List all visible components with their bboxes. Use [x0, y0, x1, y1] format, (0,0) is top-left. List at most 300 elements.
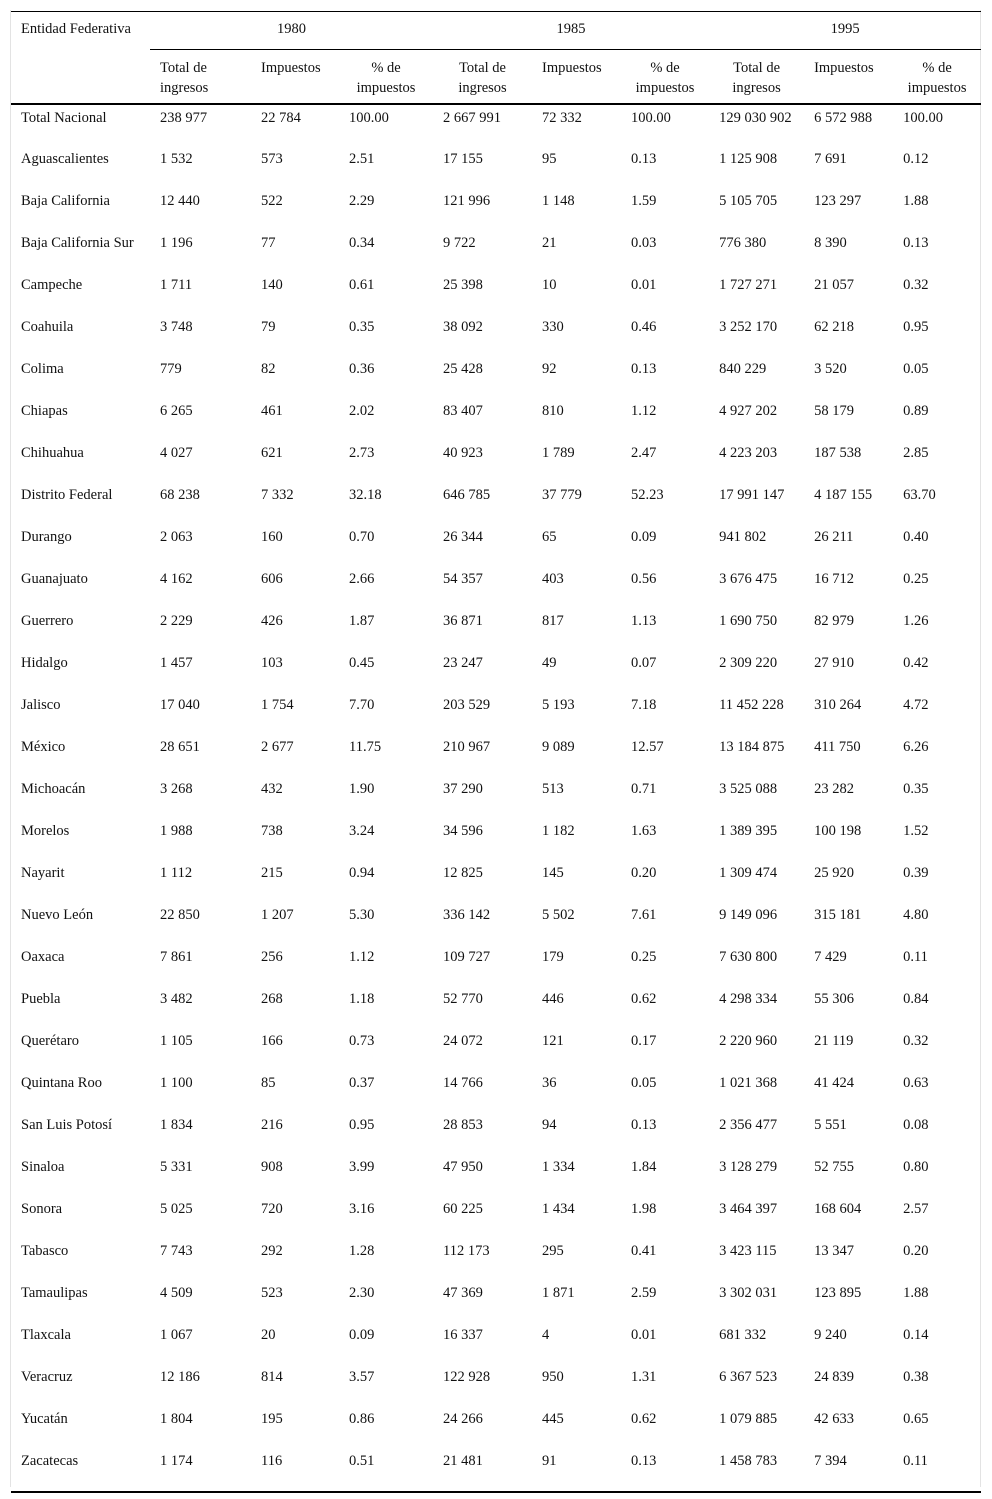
taxes-1980-cell: 268	[261, 991, 283, 1007]
pct-1985-cell: 0.01	[631, 277, 657, 293]
pct-1985-cell: 0.13	[631, 361, 657, 377]
total-1985-cell: 36 871	[443, 613, 483, 629]
table-row	[11, 1364, 981, 1406]
total-1980-cell: 7 743	[160, 1243, 193, 1259]
pct-1985-cell: 12.57	[631, 739, 664, 755]
total-1995-cell: 1 079 885	[719, 1411, 778, 1427]
pct-1985-cell: 1.31	[631, 1369, 657, 1385]
total-1985-cell: 21 481	[433, 1448, 532, 1492]
pct-1995-cell: 0.05	[903, 361, 929, 377]
taxes-1980-cell: 166	[261, 1033, 283, 1049]
taxes-1980-cell: 814	[261, 1369, 283, 1385]
total-1995-cell: 941 802	[719, 529, 767, 545]
pct-1985-cell: 0.13	[631, 1117, 657, 1133]
taxes-1985-cell: 1 434	[542, 1201, 575, 1217]
taxes-1980-cell: 738	[261, 823, 283, 839]
total-1985-cell: 40 923	[443, 445, 483, 461]
pct-1980-cell: 0.51	[339, 1448, 433, 1492]
total-1980-cell: 5 025	[160, 1201, 193, 1217]
pct-1985-cell: 0.09	[631, 529, 657, 545]
entity-cell: Nayarit	[21, 865, 65, 881]
table-row	[11, 944, 981, 986]
pct-1985-cell: 0.20	[631, 865, 657, 881]
total-1985-cell: 122 928	[443, 1369, 491, 1385]
taxes-1985-cell: 94	[542, 1117, 557, 1133]
total-1995-cell: 3 423 115	[719, 1243, 777, 1259]
taxes-1995-cell: 21 057	[814, 277, 854, 293]
total-1985-cell: 83 407	[443, 403, 483, 419]
pct-1980-cell: 0.37	[349, 1075, 375, 1091]
table-row	[11, 398, 981, 440]
entity-cell: Querétaro	[21, 1033, 79, 1049]
pct-1980-cell: 0.86	[349, 1411, 375, 1427]
table-row	[11, 608, 981, 650]
pct-1995-cell: 1.26	[903, 613, 929, 629]
taxes-1995-cell: 13 347	[814, 1243, 854, 1259]
total-1995-cell: 6 367 523	[719, 1369, 778, 1385]
pct-1985-cell: 7.61	[631, 907, 657, 923]
entity-cell: Chiapas	[21, 403, 68, 419]
table-row	[11, 1280, 981, 1322]
pct-1985-cell: 1.98	[631, 1201, 657, 1217]
table-row	[11, 860, 981, 902]
total-1980-cell: 6 265	[160, 403, 193, 419]
entity-cell: Baja California	[21, 193, 110, 209]
taxes-1985-cell: 5 502	[542, 907, 575, 923]
taxes-1985-cell: 810	[542, 403, 564, 419]
entity-cell: Tlaxcala	[21, 1327, 71, 1343]
pct-1985-cell: 1.13	[631, 613, 657, 629]
year-1980-header	[150, 12, 433, 50]
taxes-1995-cell: 24 839	[814, 1369, 854, 1385]
table-row	[11, 902, 981, 944]
taxes-1985-cell: 950	[542, 1369, 564, 1385]
taxes-1995-cell: 52 755	[814, 1159, 854, 1175]
table-row	[11, 272, 981, 314]
pct-1995-cell: 100.00	[903, 110, 943, 126]
total-1985-cell: 47 950	[443, 1159, 483, 1175]
total-1995-header: Total de ingresos	[709, 50, 804, 105]
pct-1980-cell: 11.75	[349, 739, 382, 755]
taxes-1980-cell: 908	[261, 1159, 283, 1175]
pct-1985-cell: 7.18	[631, 697, 657, 713]
total-1995-cell: 9 149 096	[719, 907, 778, 923]
total-1985-cell: 210 967	[443, 739, 491, 755]
taxes-1995-cell: 23 282	[814, 781, 854, 797]
total-1995-cell: 3 302 031	[719, 1285, 778, 1301]
taxes-1980-cell: 77	[261, 235, 276, 251]
entity-cell: México	[21, 739, 66, 755]
pct-1995-cell: 0.42	[903, 655, 929, 671]
table-row	[11, 188, 981, 230]
entity-cell: Zacatecas	[11, 1448, 150, 1492]
total-1995-cell: 3 128 279	[719, 1159, 778, 1175]
pct-1995-cell: 0.20	[903, 1243, 929, 1259]
total-1995-cell: 4 223 203	[719, 445, 778, 461]
total-1995-cell: 1 309 474	[719, 865, 778, 881]
pct-1985-cell: 0.01	[631, 1327, 657, 1343]
taxes-1980-cell: 426	[261, 613, 283, 629]
taxes-1980-cell: 573	[261, 151, 283, 167]
taxes-1995-cell: 3 520	[814, 361, 847, 377]
total-1980-cell: 1 834	[160, 1117, 193, 1133]
pct-1995-cell: 0.11	[893, 1448, 981, 1492]
total-1985-cell: 24 072	[443, 1033, 483, 1049]
taxes-1985-cell: 1 334	[542, 1159, 575, 1175]
table-row	[11, 1112, 981, 1154]
table-row	[11, 1322, 981, 1364]
table-row	[11, 986, 981, 1028]
total-1980-cell: 28 651	[160, 739, 200, 755]
taxes-1995-cell: 7 394	[804, 1448, 893, 1492]
taxes-1985-cell: 9 089	[542, 739, 575, 755]
taxes-1985-cell: 37 779	[542, 487, 582, 503]
taxes-1995-cell: 9 240	[814, 1327, 847, 1343]
taxes-1995-cell: 41 424	[814, 1075, 854, 1091]
pct-1980-cell: 0.34	[349, 235, 375, 251]
table-row	[11, 524, 981, 566]
entity-cell: Jalisco	[21, 697, 61, 713]
pct-1980-cell: 3.57	[349, 1369, 375, 1385]
total-1980-cell: 1 100	[160, 1075, 193, 1091]
total-1985-cell: 25 428	[443, 361, 483, 377]
pct-1995-cell: 0.84	[903, 991, 929, 1007]
taxes-1980-cell: 292	[261, 1243, 283, 1259]
taxes-1985-cell: 179	[542, 949, 564, 965]
entity-cell: Campeche	[21, 277, 83, 293]
total-1985-header: Total de ingresos	[433, 50, 532, 105]
total-1985-cell: 109 727	[443, 949, 491, 965]
pct-1995-cell: 6.26	[903, 739, 929, 755]
total-1980-cell: 4 162	[160, 571, 193, 587]
total-1980-cell: 1 196	[160, 235, 193, 251]
pct-1980-cell: 0.70	[349, 529, 375, 545]
taxes-1995-cell: 4 187 155	[814, 487, 873, 503]
taxes-1980-cell: 116	[251, 1448, 339, 1492]
entity-cell: Morelos	[21, 823, 70, 839]
total-1995-cell: 4 298 334	[719, 991, 778, 1007]
total-1985-cell: 16 337	[443, 1327, 483, 1343]
taxes-1995-cell: 168 604	[814, 1201, 862, 1217]
entity-cell: Baja California Sur	[21, 235, 134, 251]
pct-1980-cell: 0.09	[349, 1327, 375, 1343]
pct-1980-cell: 1.90	[349, 781, 375, 797]
taxes-1985-cell: 446	[542, 991, 564, 1007]
taxes-1985-cell: 21	[542, 235, 557, 251]
taxes-1980-cell: 522	[261, 193, 283, 209]
total-1985-cell: 54 357	[443, 571, 483, 587]
taxes-1995-header: Impuestos	[804, 50, 893, 105]
pct-1980-cell: 2.30	[349, 1285, 375, 1301]
taxes-1985-cell: 817	[542, 613, 564, 629]
table-row	[11, 230, 981, 272]
taxes-1980-cell: 1 207	[261, 907, 294, 923]
entity-cell: Quintana Roo	[21, 1075, 102, 1091]
entity-cell: San Luis Potosí	[21, 1117, 113, 1133]
total-1995-cell: 1 389 395	[719, 823, 778, 839]
total-1980-cell: 1 112	[160, 865, 193, 881]
total-1980-cell: 68 238	[160, 487, 200, 503]
total-1995-cell: 3 676 475	[719, 571, 778, 587]
pct-1985-cell: 1.59	[631, 193, 657, 209]
pct-1985-cell: 0.25	[631, 949, 657, 965]
pct-1980-cell: 0.73	[349, 1033, 375, 1049]
total-1985-cell: 23 247	[443, 655, 483, 671]
taxes-1980-header: Impuestos	[251, 50, 339, 105]
total-1980-cell: 1 988	[160, 823, 193, 839]
total-1985-cell: 25 398	[443, 277, 483, 293]
pct-1985-cell: 0.17	[631, 1033, 657, 1049]
pct-1985-cell: 1.84	[631, 1159, 657, 1175]
pct-1995-cell: 0.35	[903, 781, 929, 797]
total-1995-cell: 5 105 705	[719, 193, 778, 209]
taxes-1980-cell: 195	[261, 1411, 283, 1427]
pct-1995-cell: 2.85	[903, 445, 929, 461]
table-row	[11, 314, 981, 356]
table-row	[11, 1448, 981, 1492]
pct-1980-cell: 0.94	[349, 865, 375, 881]
pct-1985-cell: 100.00	[631, 110, 671, 126]
pct-1980-cell: 2.02	[349, 403, 375, 419]
taxes-1995-cell: 21 119	[814, 1033, 854, 1049]
taxes-1995-cell: 62 218	[814, 319, 854, 335]
pct-1995-cell: 0.95	[903, 319, 929, 335]
total-1980-cell: 238 977	[160, 110, 208, 126]
pct-1995-cell: 1.88	[903, 193, 929, 209]
total-1980-cell: 1 532	[160, 151, 193, 167]
year-1985-label: 1985	[556, 21, 586, 37]
entity-cell: Coahuila	[21, 319, 74, 335]
pct-1980-cell: 3.24	[349, 823, 375, 839]
pct-1985-cell: 0.05	[631, 1075, 657, 1091]
pct-1985-cell: 0.41	[631, 1243, 657, 1259]
total-1985-cell: 121 996	[443, 193, 491, 209]
total-1985-cell: 47 369	[443, 1285, 483, 1301]
taxes-1985-cell: 121	[542, 1033, 564, 1049]
table-row	[11, 1028, 981, 1070]
entity-cell: Aguascalientes	[21, 151, 109, 167]
total-1995-cell: 681 332	[719, 1327, 767, 1343]
pct-1980-cell: 0.61	[349, 277, 375, 293]
total-1995-cell: 7 630 800	[719, 949, 778, 965]
taxes-1985-header: Impuestos	[532, 50, 621, 105]
pct-1995-cell: 63.70	[903, 487, 936, 503]
total-1995-cell: 1 021 368	[719, 1075, 778, 1091]
pct-1995-cell: 0.25	[903, 571, 929, 587]
total-1995-cell: 1 125 908	[719, 151, 778, 167]
table-body	[11, 104, 981, 1492]
pct-1980-cell: 2.66	[349, 571, 375, 587]
pct-1995-cell: 4.80	[903, 907, 929, 923]
total-1995-cell: 17 991 147	[719, 487, 785, 503]
entity-column-header: Entidad Federativa	[11, 12, 150, 105]
taxes-1995-cell: 310 264	[814, 697, 862, 713]
pct-1985-cell: 0.13	[621, 1448, 709, 1492]
total-1980-cell: 1 174	[150, 1448, 251, 1492]
total-1985-cell: 14 766	[443, 1075, 483, 1091]
entity-cell: Distrito Federal	[21, 487, 113, 503]
year-1980-label: 1980	[277, 21, 307, 37]
pct-1980-cell: 1.12	[349, 949, 375, 965]
entity-cell: Hidalgo	[21, 655, 68, 671]
pct-1995-cell: 0.89	[903, 403, 929, 419]
taxes-1995-cell: 82 979	[814, 613, 854, 629]
taxes-1985-cell: 72 332	[542, 110, 582, 126]
total-1995-cell: 2 309 220	[719, 655, 778, 671]
taxes-1980-cell: 85	[261, 1075, 276, 1091]
total-1980-cell: 12 440	[160, 193, 200, 209]
year-1995-header	[709, 12, 981, 50]
taxes-1995-cell: 26 211	[814, 529, 854, 545]
pct-1995-cell: 0.14	[903, 1327, 929, 1343]
taxes-1995-cell: 6 572 988	[814, 110, 873, 126]
taxes-1985-cell: 445	[542, 1411, 564, 1427]
entity-cell: Oaxaca	[21, 949, 65, 965]
total-1980-cell: 3 482	[160, 991, 193, 1007]
total-1980-cell: 3 268	[160, 781, 193, 797]
taxes-1980-cell: 20	[261, 1327, 276, 1343]
taxes-1985-cell: 1 871	[542, 1285, 575, 1301]
taxes-1995-cell: 100 198	[814, 823, 862, 839]
taxes-1995-cell: 16 712	[814, 571, 854, 587]
table-row	[11, 650, 981, 692]
total-1980-cell: 779	[160, 361, 182, 377]
entity-cell: Veracruz	[21, 1369, 73, 1385]
pct-1985-cell: 2.47	[631, 445, 657, 461]
pct-1985-cell: 1.12	[631, 403, 657, 419]
total-1995-cell: 1 458 783	[709, 1448, 804, 1492]
entity-cell: Total Nacional	[21, 110, 107, 126]
pct-1985-cell: 52.23	[631, 487, 664, 503]
pct-1985-cell: 1.63	[631, 823, 657, 839]
table-row	[11, 146, 981, 188]
pct-1980-cell: 2.51	[349, 151, 375, 167]
pct-1980-cell: 7.70	[349, 697, 375, 713]
table-row	[11, 692, 981, 734]
pct-1995-cell: 0.13	[903, 235, 929, 251]
pct-1980-cell: 1.87	[349, 613, 375, 629]
pct-1980-cell: 5.30	[349, 907, 375, 923]
taxes-1980-cell: 432	[261, 781, 283, 797]
pct-1995-cell: 0.80	[903, 1159, 929, 1175]
taxes-1995-cell: 55 306	[814, 991, 854, 1007]
total-1980-cell: 1 711	[160, 277, 193, 293]
taxes-1985-cell: 95	[542, 151, 557, 167]
total-1995-cell: 776 380	[719, 235, 767, 251]
taxes-1985-cell: 36	[542, 1075, 557, 1091]
total-1995-cell: 11 452 228	[719, 697, 784, 713]
pct-1995-cell: 4.72	[903, 697, 929, 713]
pct-1980-cell: 2.73	[349, 445, 375, 461]
taxes-1985-cell: 49	[542, 655, 557, 671]
pct-1985-cell: 0.56	[631, 571, 657, 587]
total-1980-cell: 17 040	[160, 697, 200, 713]
taxes-1980-cell: 7 332	[261, 487, 294, 503]
total-1980-cell: 4 509	[160, 1285, 193, 1301]
total-1980-cell: 7 861	[160, 949, 193, 965]
taxes-1980-cell: 216	[261, 1117, 283, 1133]
total-1985-cell: 646 785	[443, 487, 491, 503]
table-header	[11, 12, 981, 105]
total-1980-cell: 12 186	[160, 1369, 200, 1385]
pct-1985-cell: 0.13	[631, 151, 657, 167]
taxes-1995-cell: 27 910	[814, 655, 854, 671]
taxes-1980-cell: 256	[261, 949, 283, 965]
total-1995-cell: 129 030 902	[719, 110, 792, 126]
table-row	[11, 1070, 981, 1112]
entity-cell: Sonora	[21, 1201, 63, 1217]
taxes-1980-cell: 22 784	[261, 110, 301, 126]
table-row	[11, 104, 981, 146]
total-1985-cell: 38 092	[443, 319, 483, 335]
taxes-1980-cell: 215	[261, 865, 283, 881]
total-1980-cell: 2 063	[160, 529, 193, 545]
pct-1985-cell: 0.46	[631, 319, 657, 335]
total-1980-cell: 4 027	[160, 445, 193, 461]
table-row	[11, 776, 981, 818]
total-1980-cell: 1 067	[160, 1327, 193, 1343]
table-row	[11, 1154, 981, 1196]
taxes-1995-cell: 5 551	[814, 1117, 847, 1133]
pct-1995-cell: 0.39	[903, 865, 929, 881]
total-1980-cell: 22 850	[160, 907, 200, 923]
year-1995-label: 1995	[830, 21, 860, 37]
pct-1995-cell: 0.32	[903, 277, 929, 293]
pct-1980-cell: 0.35	[349, 319, 375, 335]
taxes-1980-cell: 79	[261, 319, 276, 335]
table-row	[11, 818, 981, 860]
taxes-1985-cell: 10	[542, 277, 557, 293]
pct-1980-header: % de impuestos	[339, 50, 433, 105]
total-1995-cell: 840 229	[719, 361, 767, 377]
pct-1995-header: % de impuestos	[893, 50, 981, 105]
taxes-1980-cell: 140	[261, 277, 283, 293]
entity-cell: Sinaloa	[21, 1159, 65, 1175]
taxes-1980-cell: 621	[261, 445, 283, 461]
taxes-1995-cell: 411 750	[814, 739, 861, 755]
total-1985-cell: 26 344	[443, 529, 483, 545]
entity-cell: Yucatán	[21, 1411, 68, 1427]
total-1980-header: Total de ingresos	[150, 50, 251, 105]
entity-cell: Nuevo León	[21, 907, 94, 923]
pct-1995-cell: 1.88	[903, 1285, 929, 1301]
pct-1980-cell: 1.28	[349, 1243, 375, 1259]
pct-1985-cell: 0.62	[631, 1411, 657, 1427]
taxes-1985-cell: 65	[542, 529, 557, 545]
taxes-1985-cell: 1 182	[542, 823, 575, 839]
taxes-1995-cell: 58 179	[814, 403, 854, 419]
pct-1995-cell: 2.57	[903, 1201, 929, 1217]
table-row	[11, 1406, 981, 1448]
taxes-1980-cell: 461	[261, 403, 283, 419]
revenue-table	[11, 11, 981, 1493]
pct-1985-cell: 0.71	[631, 781, 657, 797]
taxes-1985-cell: 91	[532, 1448, 621, 1492]
total-1985-cell: 52 770	[443, 991, 483, 1007]
entity-cell: Guerrero	[21, 613, 74, 629]
entity-cell: Chihuahua	[21, 445, 84, 461]
total-1985-cell: 112 173	[443, 1243, 490, 1259]
pct-1995-cell: 0.32	[903, 1033, 929, 1049]
total-1995-cell: 1 727 271	[719, 277, 778, 293]
taxes-1995-cell: 8 390	[814, 235, 847, 251]
total-1985-cell: 12 825	[443, 865, 483, 881]
taxes-1980-cell: 103	[261, 655, 283, 671]
taxes-1985-cell: 145	[542, 865, 564, 881]
taxes-1985-cell: 92	[542, 361, 557, 377]
taxes-1985-cell: 4	[542, 1327, 550, 1343]
pct-1995-cell: 0.08	[903, 1117, 929, 1133]
